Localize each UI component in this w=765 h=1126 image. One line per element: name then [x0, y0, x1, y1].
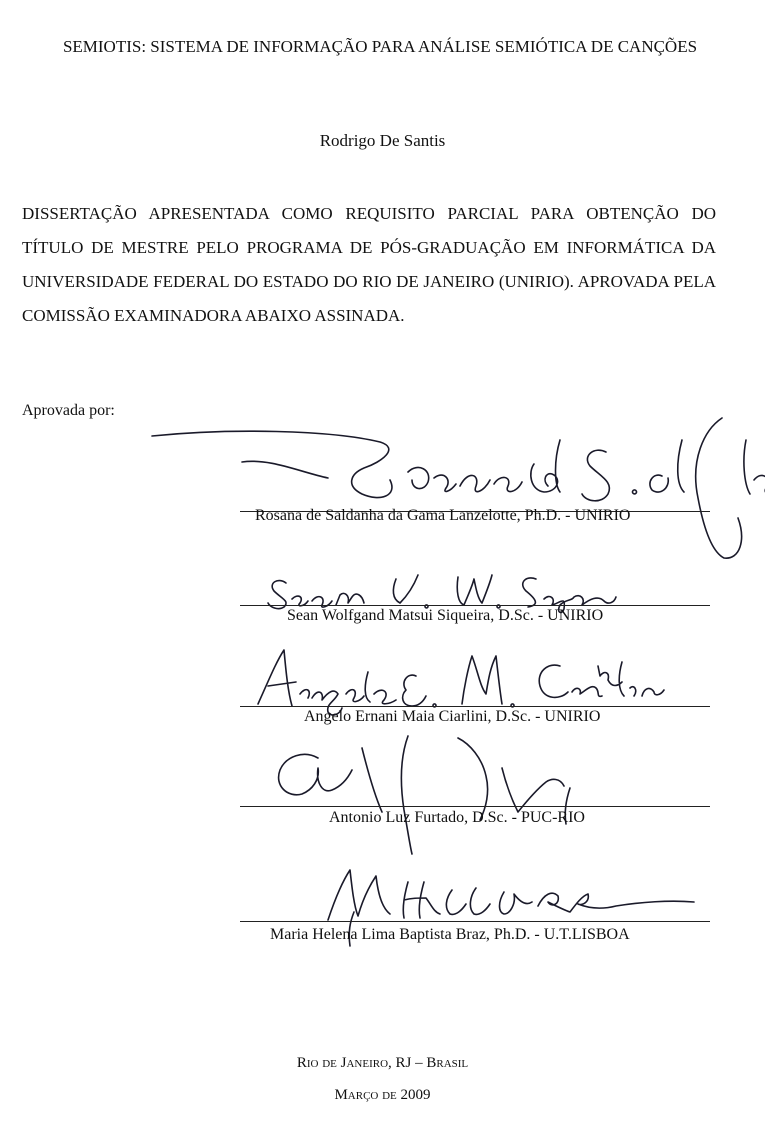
signature-line-4 — [240, 806, 710, 807]
signatory-name-2: Sean Wolfgand Matsui Siqueira, D.Sc. - UNIRIO — [287, 607, 604, 624]
signature-1 — [150, 400, 765, 560]
signature-4 — [270, 728, 590, 858]
signature-line-3 — [240, 706, 710, 707]
footer-date: Março de 2009 — [334, 1087, 431, 1103]
document-title: SEMIOTIS: SISTEMA DE INFORMAÇÃO PARA ANÁLISE SEMIÓTICA DE CANÇÕES — [62, 37, 698, 56]
footer-place: Rio de Janeiro, RJ – Brasil — [296, 1055, 469, 1071]
signatory-name-1: Rosana de Saldanha da Gama Lanzelotte, Ph.D. - UNIRIO — [255, 507, 631, 524]
approved-by-label: Aprovada por: — [22, 402, 115, 419]
dissertation-statement: DISSERTAÇÃO APRESENTADA COMO REQUISITO PARCIAL PARA OBTENÇÃO DO TÍTULO DE MESTRE PELO PROGRAMA DE PÓS-GRADUAÇÃO EM INFORMÁTICA DA UNIVERSIDADE FEDERAL DO ESTADO DO RIO DE JANEIRO (UNIRIO). APROVADA PELA COMISSÃO EXAMINADORA ABAIXO ASSINADA. — [22, 204, 716, 325]
signature-line-2 — [240, 605, 710, 606]
signatory-name-3: Angelo Ernani Maia Ciarlini, D.Sc. - UNIRIO — [304, 708, 601, 725]
signatory-name-5: Maria Helena Lima Baptista Braz, Ph.D. - U.T.LISBOA — [270, 926, 630, 943]
signature-line-5 — [240, 921, 710, 922]
signatory-name-4: Antonio Luz Furtado, D.Sc. - PUC-RIO — [329, 809, 585, 826]
author-name: Rodrigo De Santis — [319, 131, 446, 150]
